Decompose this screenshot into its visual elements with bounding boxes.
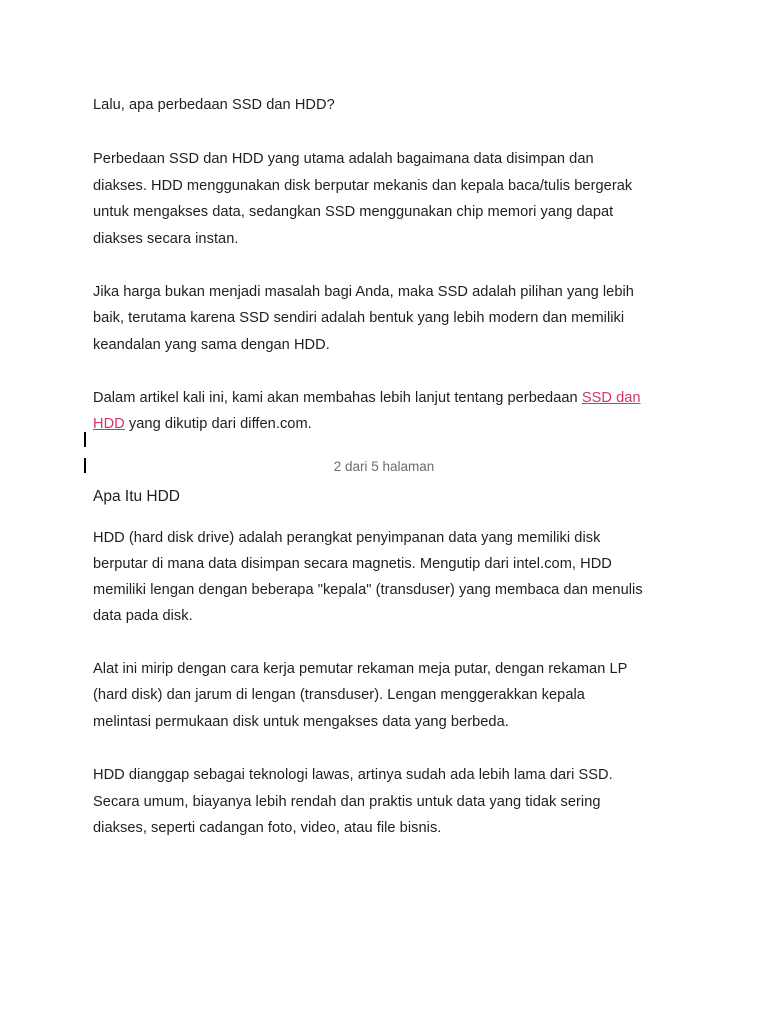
section-heading: Apa Itu HDD <box>93 488 181 505</box>
paragraph3-line2 <box>93 415 312 433</box>
section-paragraph1-line4: data pada disk. <box>93 608 193 624</box>
paragraph3-text-before-link: Dalam artikel kali ini, kami akan membahas lebih lanjut tentang perbedaan <box>93 390 582 406</box>
section-paragraph3-line2: Secara umum, biayanya lebih rendah dan praktis untuk data yang tidak sering <box>93 794 601 810</box>
ssd-hdd-link-part1[interactable]: SSD dan <box>581 390 641 406</box>
paragraph3-line1 <box>93 389 641 407</box>
paragraph1-line1: Perbedaan SSD dan HDD yang utama adalah bagaimana data disimpan dan <box>93 151 594 167</box>
intro-question: Lalu, apa perbedaan SSD dan HDD? <box>93 97 335 113</box>
section-paragraph3-line3: diakses, seperti cadangan foto, video, atau file bisnis. <box>93 820 442 836</box>
paragraph1-line4: diakses secara instan. <box>93 231 239 247</box>
section-paragraph1-line3: memiliki lengan dengan beberapa "kepala" (transduser) yang membaca dan menulis <box>93 582 643 598</box>
text-cursor-caret <box>84 432 86 447</box>
paragraph3-text-after-link: yang dikutip dari diffen.com. <box>124 416 312 432</box>
paragraph1-line3: untuk mengakses data, sedangkan SSD menggunakan chip memori yang dapat <box>93 204 614 220</box>
paragraph2-line3: keandalan yang sama dengan HDD. <box>93 337 330 353</box>
paragraph2-line1: Jika harga bukan menjadi masalah bagi Anda, maka SSD adalah pilihan yang lebih <box>93 284 634 300</box>
section-paragraph2-line2: (hard disk) dan jarum di lengan (transduser). Lengan menggerakkan kepala <box>93 687 585 703</box>
paragraph1-line2: diakses. HDD menggunakan disk berputar mekanis dan kepala baca/tulis bergerak <box>93 178 633 194</box>
section-paragraph1-line1: HDD (hard disk drive) adalah perangkat penyimpanan data yang memiliki disk <box>93 530 601 546</box>
ssd-hdd-link-part2[interactable]: HDD <box>93 416 125 432</box>
section-paragraph2-line1: Alat ini mirip dengan cara kerja pemutar rekaman meja putar, dengan rekaman LP <box>93 661 628 677</box>
section-paragraph2-line3: melintasi permukaan disk untuk mengakses data yang berbeda. <box>93 714 509 730</box>
section-paragraph3-line1: HDD dianggap sebagai teknologi lawas, artinya sudah ada lebih lama dari SSD. <box>93 767 613 783</box>
page-indicator: 2 dari 5 halaman <box>333 459 435 474</box>
paragraph2-line2: baik, terutama karena SSD sendiri adalah bentuk yang lebih modern dan memiliki <box>93 310 625 326</box>
section-paragraph1-line2: berputar di mana data disimpan secara magnetis. Mengutip dari intel.com, HDD <box>93 556 612 572</box>
